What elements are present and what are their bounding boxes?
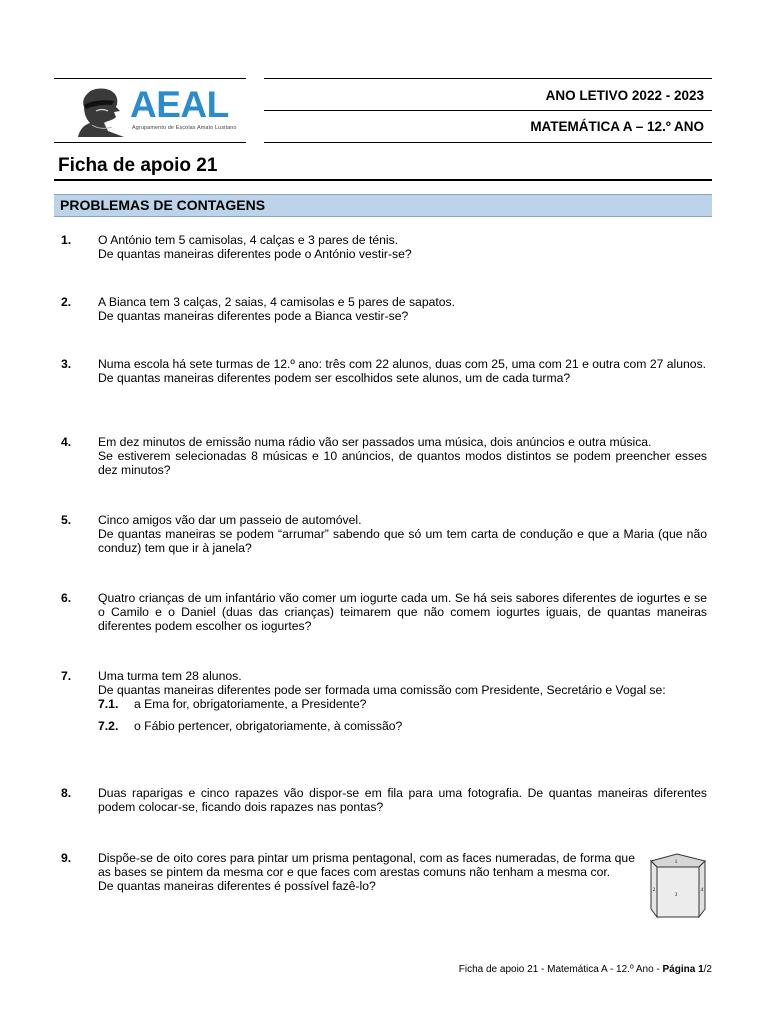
question-text: A Bianca tem 3 calças, 2 saias, 4 camisolas e 5 pares de sapatos. [98,295,456,309]
school-year: ANO LETIVO 2022 - 2023 [545,88,704,103]
subquestion-number: 7.2. [98,719,119,733]
question-number: 5. [61,513,72,527]
question-text: Duas raparigas e cinco rapazes vão dispor-se em fila para uma fotografia. De quantas maneiras diferentes podem colocar-se, ficando dois rapazes nas pontas? [98,786,707,814]
question-number: 1. [61,233,72,247]
subquestion-7-1 [98,697,707,711]
question-text: Dispõe-se de oito cores para pintar um prisma pentagonal, com as faces numeradas, de forma que as bases se pintem da mesma cor e que faces com arestas comuns não tenham a mesma cor. [98,851,635,879]
question-text: O António tem 5 camisolas, 4 calças e 3 pares de ténis. [98,233,399,247]
question-text: De quantas maneiras diferentes pode a Bianca vestir-se? [98,309,409,323]
footer-page-total: /2 [703,964,712,975]
school-logo [74,84,237,137]
subquestion-text: o Fábio pertencer, obrigatoriamente, à comissão? [134,719,403,733]
question-text: De quantas maneiras diferentes pode ser formada uma comissão com Presidente, Secretário e Vogal se: [98,683,666,697]
pentagonal-prism-figure [647,851,709,923]
prism-face-label: 4 [700,888,704,893]
section-title: PROBLEMAS DE CONTAGENS [60,197,266,213]
prism-face-label: 1 [674,860,678,865]
portrait-icon [74,85,130,137]
question-text: De quantas maneiras diferentes pode o António vestir-se? [98,247,412,261]
question-number: 6. [61,591,72,605]
logo-subtitle: Agrupamento de Escolas Amato Lusitano [132,125,237,131]
subject-title: MATEMÁTICA A – 12.º ANO [530,119,704,134]
question-number: 2. [61,295,72,309]
question-text: Numa escola há sete turmas de 12.º ano: três com 22 alunos, duas com 25, uma com 21 e outra com 27 alunos. [98,357,707,371]
question-text: De quantas maneiras diferentes é possível fazê-lo? [98,879,376,893]
question-text: Cinco amigos vão dar um passeio de automóvel. [98,513,362,527]
subquestion-7-2 [98,719,707,733]
question-number: 9. [61,851,72,865]
header-rule-right-bottom [264,142,712,143]
prism-face-label: 2 [652,888,656,893]
header-rule-right-mid [264,110,712,111]
question-number: 7. [61,669,72,683]
header-rule-left-top [54,78,246,79]
question-text: De quantas maneiras se podem “arrumar” sabendo que só um tem carta de condução e que a Maria (que não conduz) tem que ir à janela? [98,527,707,555]
prism-face-label: 3 [674,893,678,898]
footer-text: Ficha de apoio 21 - Matemática A - 12.º Ano - [458,964,663,975]
section-header [54,194,712,217]
footer-page-label: Página 1 [662,964,704,975]
question-text: Uma turma tem 28 alunos. [98,669,242,683]
logo-wordmark: AEAL [130,84,229,125]
header-rule-right-top [264,78,712,79]
question-text: Quatro crianças de um infantário vão comer um iogurte cada um. Se há seis sabores diferentes de iogurtes e se o Camilo e o Daniel (duas das crianças) teimarem que não comem iogurtes iguais, de quantas maneiras diferentes podem escolher os iogurtes? [98,591,707,633]
question-number: 3. [61,357,72,371]
title-underline [54,179,712,181]
header-rule-left-bottom [54,142,246,143]
subquestion-number: 7.1. [98,697,119,711]
subquestion-text: a Ema for, obrigatoriamente, a Presidente? [134,697,367,711]
page-title: Ficha de apoio 21 [58,155,218,176]
question-text: Em dez minutos de emissão numa rádio vão ser passados uma música, dois anúncios e outra música. [98,435,652,449]
question-number: 8. [61,786,72,800]
page-footer [459,964,712,975]
question-text: De quantas maneiras diferentes podem ser escolhidos sete alunos, um de cada turma? [98,371,571,385]
question-number: 4. [61,435,72,449]
question-text: Se estiverem selecionadas 8 músicas e 10 anúncios, de quantos modos distintos se podem preencher esses dez minutos? [98,449,707,477]
